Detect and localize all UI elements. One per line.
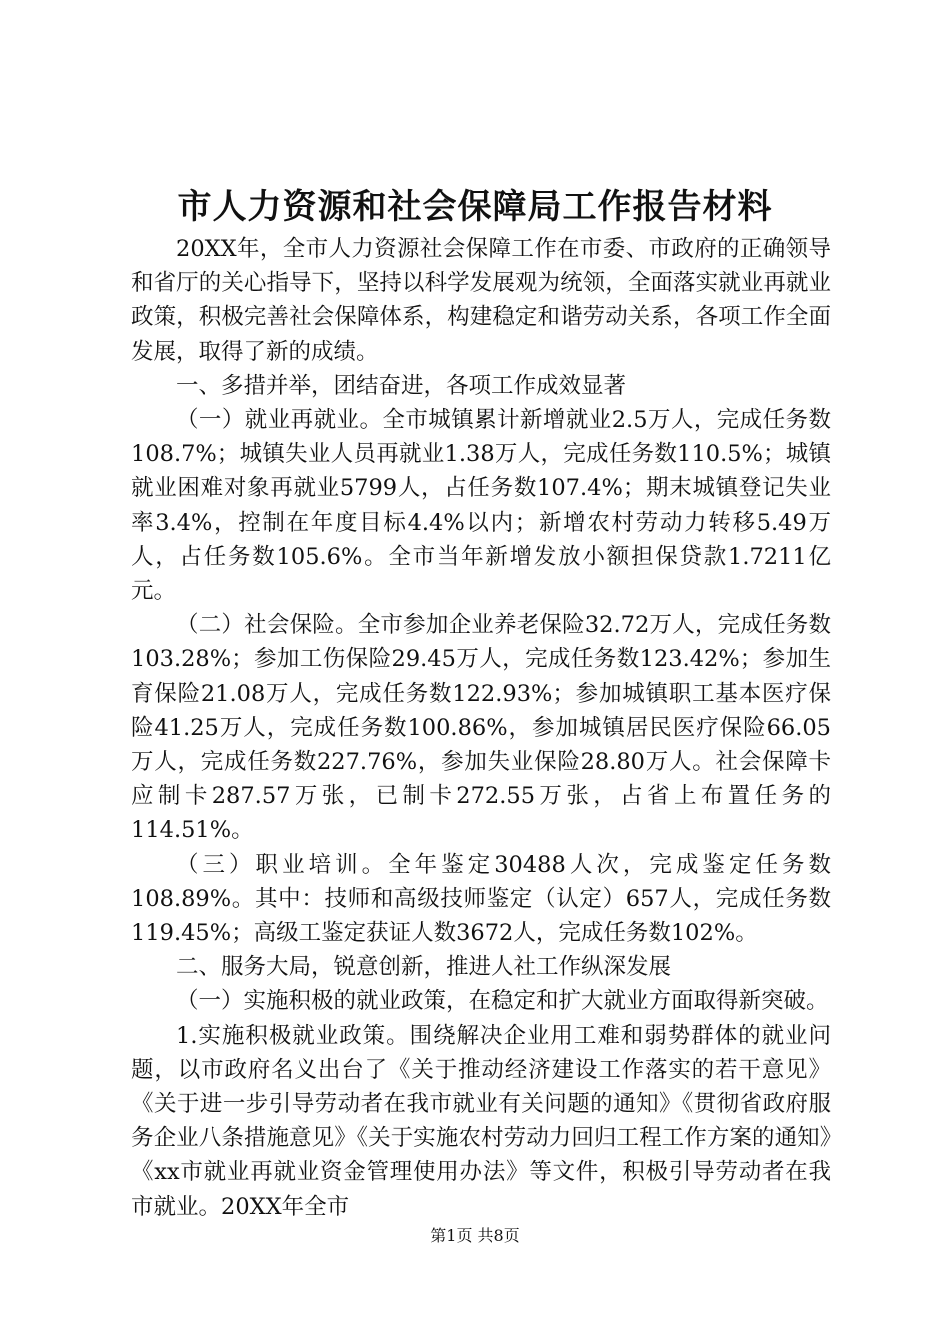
section-heading-2: 二、服务大局，锐意创新，推进人社工作纵深发展: [176, 954, 672, 981]
document-title: 市人力资源和社会保障局工作报告材料: [177, 187, 773, 227]
paragraph-employment: （一）就业再就业。全市城镇累计新增就业2.5万人，完成任务数108.7%；城镇失业人员再就业1.38万人，完成任务数110.5%；城镇就业困难对象再就业5799人，占任务数107.4%；期末城镇登记失业率3.4%，控制在年度目标4.4%以内；新增农村劳动力转移5.49万人，占任务数105.6%。全市当年新增发放小额担保贷款1.7211亿元。: [131, 407, 831, 605]
paragraph-intro: 20XX年，全市人力资源社会保障工作在市委、市政府的正确领导和省厅的关心指导下，坚持以科学发展观为统领，全面落实就业再就业政策，积极完善社会保障体系，构建稳定和谐劳动关系，各项工作全面发展，取得了新的成绩。: [131, 236, 831, 365]
paragraph-vocational-training: （三）职业培训。全年鉴定30488人次，完成鉴定任务数108.89%。其中：技师和高级技师鉴定（认定）657人，完成任务数119.45%；高级工鉴定获证人数3672人，完成任务数102%。: [131, 851, 831, 947]
page-footer: 第1页 共8页: [430, 1226, 520, 1245]
paragraph-social-insurance: （二）社会保险。全市参加企业养老保险32.72万人，完成任务数103.28%；参加工伤保险29.45万人，完成任务数123.42%；参加生育保险21.08万人，完成任务数122.93%；参加城镇职工基本医疗保险41.25万人，完成任务数100.86%，参加城镇居民医疗保险66.05万人，完成任务数227.76%，参加失业保险28.80万人。社会保障卡应制卡287.57万张，已制卡272.55万张，占省上布置任务的114.51%。: [131, 612, 831, 844]
document-body: [131, 232, 831, 1224]
subsection-heading-1: （一）实施积极的就业政策，在稳定和扩大就业方面取得新突破。: [176, 988, 829, 1015]
section-heading-1: 一、多措并举，团结奋进，各项工作成效显著: [176, 372, 627, 399]
paragraph-employment-policy: 1.实施积极就业政策。围绕解决企业用工难和弱势群体的就业问题，以市政府名义出台了《关于推动经济建设工作落实的若干意见》《关于进一步引导劳动者在我市就业有关问题的通知》《贯彻省政府服务企业八条措施意见》《关于实施农村劳动力回归工程工作方案的通知》《xx市就业再就业资金管理使用办法》等文件，积极引导劳动者在我市就业。20XX年全市: [131, 1022, 831, 1220]
